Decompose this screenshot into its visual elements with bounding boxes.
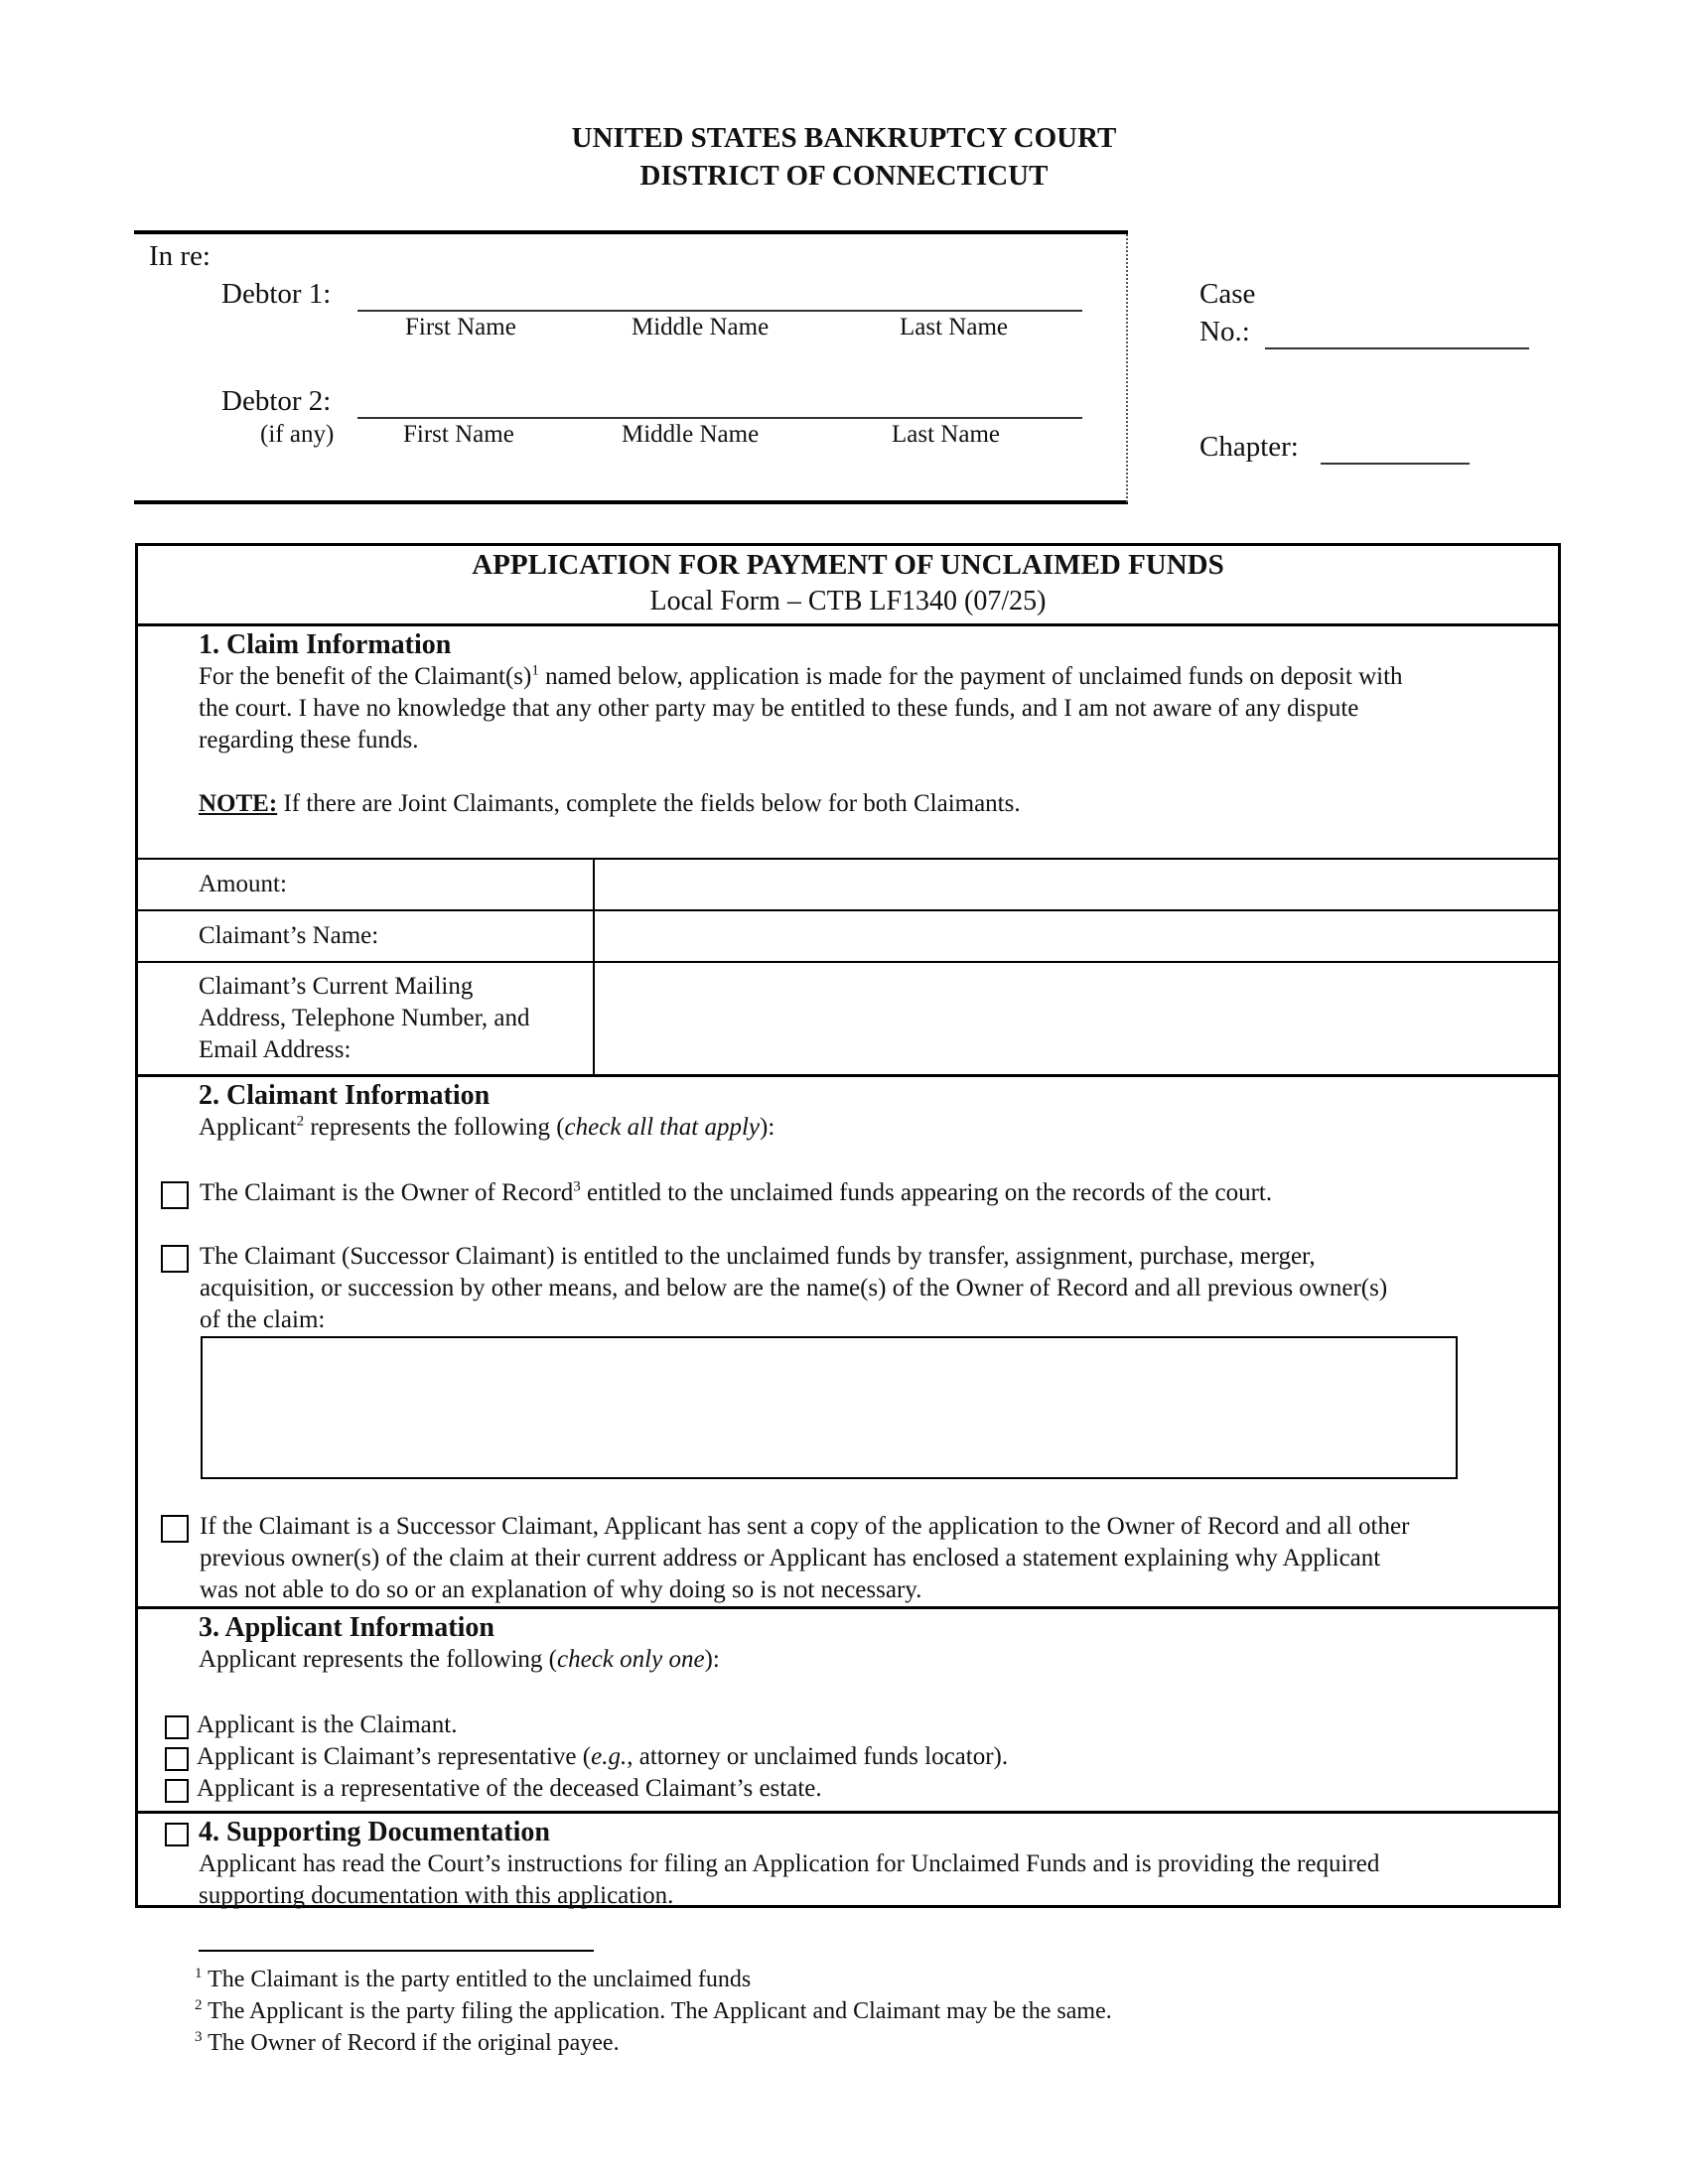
previous-owners-textbox[interactable] — [201, 1336, 1458, 1479]
opt2-line3: of the claim: — [200, 1306, 326, 1333]
title-divider — [135, 623, 1561, 626]
footnote-3-marker: 3 — [195, 2029, 203, 2045]
debtor2-last-name-label: Last Name — [892, 421, 1000, 448]
applicant-is-estate-rep-text: Applicant is a representative of the deceased Claimant’s estate. — [197, 1775, 822, 1802]
section3-intro — [199, 1644, 720, 1676]
debtor1-name-line[interactable] — [357, 310, 1082, 312]
address-label-line2: Address, Telephone Number, and — [199, 1005, 530, 1031]
opt1-text-a: The Claimant is the Owner of Record — [200, 1179, 574, 1206]
opt3-line1: If the Claimant is a Successor Claimant, Applicant has sent a copy of the application to the Owner of Record and all other — [200, 1513, 1410, 1540]
debtor2-name-line[interactable] — [357, 417, 1082, 419]
section1-text-line3: regarding these funds. — [199, 727, 419, 753]
supporting-documentation-checkbox[interactable] — [165, 1823, 189, 1846]
section2-intro-em: check all that apply — [564, 1114, 760, 1141]
opt3-line2: previous owner(s) of the claim at their current address or Applicant has enclosed a statement explaining why Applicant — [200, 1545, 1381, 1571]
applicant-is-representative-checkbox[interactable] — [165, 1747, 189, 1771]
section1-text-b: named below, application is made for the payment of unclaimed funds on deposit with — [538, 663, 1403, 690]
claimant-address-field[interactable] — [596, 963, 1557, 1072]
applicant-is-claimant-checkbox[interactable] — [165, 1715, 189, 1739]
section1-text-line2: the court. I have no knowledge that any other party may be entitled to these funds, and I am not aware of any dispute — [199, 695, 1359, 722]
section2-intro-c: ): — [760, 1114, 775, 1141]
footnote-3-text: The Owner of Record if the original payee. — [202, 2030, 620, 2056]
case-no-label: No.: — [1199, 316, 1250, 347]
footnote-separator — [199, 1950, 594, 1952]
section3-bottom-rule — [135, 1811, 1561, 1814]
debtor1-middle-name-label: Middle Name — [632, 314, 770, 341]
address-label-line1: Claimant’s Current Mailing — [199, 973, 474, 1000]
opt2-text-a: Applicant is Claimant’s representative ( — [197, 1743, 592, 1770]
footnote-1-marker: 1 — [195, 1966, 203, 1981]
section1-text: For the benefit of the $Claimant(s)^1$ named below, application is made for the payment of unclaimed funds on deposit with the court. I have no knowledge that any other party may be entitled to these funds, and I am not aware of any dispute regarding these funds. — [199, 661, 1549, 756]
footnote-3 — [195, 2027, 620, 2059]
amount-label: Amount: — [199, 871, 287, 897]
footnote-2 — [195, 1995, 1112, 2027]
claimant-name-field[interactable] — [596, 911, 1557, 961]
section2-intro-b: represents the following ( — [304, 1114, 565, 1141]
section4-heading: 4. Supporting Documentation — [199, 1817, 550, 1847]
debtor1-first-name-label: First Name — [405, 314, 516, 341]
claimant-address-label — [199, 971, 530, 1066]
opt3-line3: was not able to do so or an explanation of why doing so is not necessary. — [200, 1576, 922, 1603]
successor-claimant-checkbox[interactable] — [161, 1245, 189, 1273]
notice-sent-text — [200, 1511, 1560, 1606]
caption-divider — [1126, 234, 1128, 502]
note-text: If there are Joint Claimants, complete the fields below for both Claimants. — [277, 790, 1021, 817]
case-label: Case — [1199, 278, 1256, 310]
debtor2-middle-name-label: Middle Name — [622, 421, 760, 448]
debtor2-label: Debtor 2: — [221, 385, 332, 417]
applicant-is-representative-text — [197, 1741, 1008, 1773]
court-heading — [0, 119, 1688, 195]
footnote-1-text: The Claimant is the party entitled to the unclaimed funds — [202, 1967, 752, 1992]
chapter-label: Chapter: — [1199, 431, 1299, 463]
section4-line1: Applicant has read the Court’s instructions for filing an Application for Unclaimed Funds and is providing the required — [199, 1850, 1380, 1877]
opt2-text-b: , attorney or unclaimed funds locator). — [627, 1743, 1009, 1770]
debtor2-if-any-label: (if any) — [260, 421, 335, 448]
opt2-line2: acquisition, or succession by other means, and below are the name(s) of the Owner of Record and all previous owner(s) — [200, 1275, 1388, 1301]
opt2-line1: The Claimant (Successor Claimant) is entitled to the unclaimed funds by transfer, assignment, purchase, merger, — [200, 1243, 1316, 1270]
table-column-divider — [593, 858, 595, 1074]
debtor1-last-name-label: Last Name — [900, 314, 1008, 341]
section1-note — [199, 788, 1021, 820]
applicant-is-estate-rep-checkbox[interactable] — [165, 1779, 189, 1803]
debtor2-first-name-label: First Name — [403, 421, 514, 448]
court-name: UNITED STATES BANKRUPTCY COURT — [571, 122, 1117, 154]
successor-claimant-text — [200, 1241, 1550, 1336]
section3-intro-b: ): — [704, 1646, 720, 1673]
owner-of-record-checkbox[interactable] — [161, 1181, 189, 1209]
section4-text — [199, 1848, 1549, 1912]
caption-top-rule — [134, 230, 1128, 234]
caption-bottom-rule — [134, 500, 1128, 504]
chapter-line[interactable] — [1321, 463, 1470, 465]
footnote-1 — [195, 1964, 751, 1995]
opt2-text-em: e.g. — [591, 1743, 628, 1770]
section1-heading: 1. Claim Information — [199, 629, 452, 660]
footnote-2-marker: 2 — [195, 1997, 203, 2013]
section3-intro-em: check only one — [557, 1646, 705, 1673]
section2-intro: Applicant$^2$ represents the following (check all that apply): — [199, 1113, 775, 1141]
section3-intro-a: Applicant represents the following ( — [199, 1646, 558, 1673]
section1-text-a: For the benefit of the Claimant(s) — [199, 663, 532, 690]
section2-bottom-rule — [135, 1606, 1561, 1609]
form-title: APPLICATION FOR PAYMENT OF UNCLAIMED FUNDS — [472, 549, 1224, 581]
note-label: NOTE: — [199, 790, 278, 817]
court-district: DISTRICT OF CONNECTICUT — [639, 160, 1049, 192]
form-subtitle: Local Form – CTB LF1340 (07/25) — [649, 586, 1047, 616]
owner-of-record-text: The Claimant is the Owner of Record$^3$ entitled to the unclaimed funds appearing on the records of the court. — [200, 1178, 1273, 1206]
section3-heading: 3. Applicant Information — [199, 1612, 494, 1643]
applicant-is-claimant-text: Applicant is the Claimant. — [197, 1711, 458, 1738]
section4-line2: supporting documentation with this application. — [199, 1882, 674, 1909]
notice-sent-checkbox[interactable] — [161, 1515, 189, 1543]
claimant-name-label: Claimant’s Name: — [199, 922, 379, 949]
debtor1-label: Debtor 1: — [221, 278, 332, 310]
opt1-text-b: entitled to the unclaimed funds appearing on the records of the court. — [580, 1179, 1273, 1206]
section2-heading: 2. Claimant Information — [199, 1080, 491, 1111]
in-re-label: In re: — [149, 240, 211, 272]
case-number-line[interactable] — [1265, 347, 1529, 349]
section2-intro-a: Applicant — [199, 1114, 297, 1141]
section1-bottom-rule — [135, 1074, 1561, 1077]
amount-field[interactable] — [596, 860, 1557, 909]
address-label-line3: Email Address: — [199, 1036, 352, 1063]
footnote-2-text: The Applicant is the party filing the application. The Applicant and Claimant may be the same. — [202, 1998, 1112, 2024]
